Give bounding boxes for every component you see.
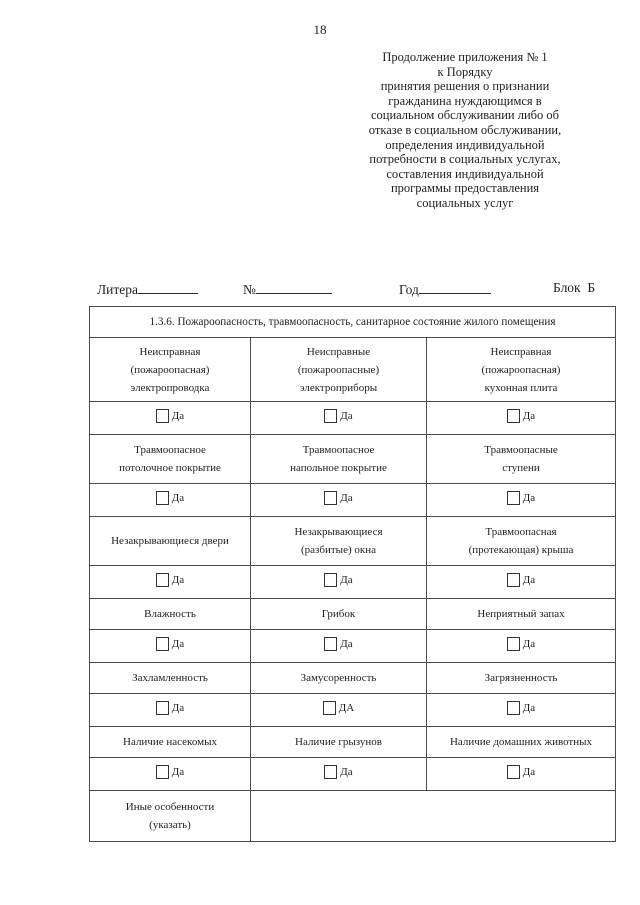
checkbox-box[interactable] xyxy=(507,701,520,715)
item-line: Травмоопасные xyxy=(484,444,558,456)
item-windows xyxy=(251,517,427,566)
checkbox-faulty-stove[interactable] xyxy=(507,407,535,425)
item-line: Захламленность xyxy=(132,672,208,684)
checkbox-label: Да xyxy=(522,702,536,714)
item-steps xyxy=(427,435,616,484)
section-title: 1.3.6. Пожароопасность, травмоопасность, санитарное состояние жилого помещения xyxy=(90,307,616,338)
item-line: Неприятный запах xyxy=(477,608,565,620)
checkbox-floor[interactable] xyxy=(324,489,352,507)
item-line: Влажность xyxy=(144,608,196,620)
item-odor xyxy=(427,599,616,630)
item-line: Травмоопасное xyxy=(134,444,206,456)
checkbox-label: Да xyxy=(522,492,536,504)
litera-blank[interactable] xyxy=(138,280,198,294)
item-ceiling xyxy=(90,435,251,484)
checkbox-windows[interactable] xyxy=(324,571,352,589)
check-cell xyxy=(251,566,427,599)
check-cell xyxy=(90,484,251,517)
item-line: потолочное покрытие xyxy=(119,462,221,474)
check-cell xyxy=(427,758,616,791)
appendix-line: определения индивидуальной xyxy=(385,137,545,152)
appendix-header xyxy=(340,50,590,211)
checkbox-label: Да xyxy=(171,638,185,650)
item-line: ступени xyxy=(502,462,540,474)
checkbox-label: Да xyxy=(171,492,185,504)
appendix-line: принятия решения о признании xyxy=(380,79,550,94)
other-features-label xyxy=(90,791,251,842)
checkbox-box[interactable] xyxy=(507,573,520,587)
item-line: (пожароопасная) xyxy=(130,363,210,376)
checkbox-box[interactable] xyxy=(507,765,520,779)
check-cell xyxy=(251,758,427,791)
checkbox-box[interactable] xyxy=(156,765,169,779)
checkbox-label: Да xyxy=(171,410,185,422)
checkbox-pets[interactable] xyxy=(507,763,535,781)
appendix-line: Продолжение приложения № 1 xyxy=(382,50,548,64)
item-line: Замусоренность xyxy=(300,672,377,684)
checkbox-litter[interactable] xyxy=(323,699,354,717)
item-rodents xyxy=(251,727,427,758)
checkbox-humidity[interactable] xyxy=(156,635,184,653)
checkbox-label: Да xyxy=(522,574,536,586)
appendix-line: социальном обслуживании либо об xyxy=(370,108,560,123)
item-faulty-stove xyxy=(427,338,616,402)
appendix-line: социальных услуг xyxy=(416,195,514,210)
item-line: Наличие грызунов xyxy=(295,736,382,748)
checkbox-label: Да xyxy=(522,766,536,778)
check-cell xyxy=(427,566,616,599)
item-faulty-wiring xyxy=(90,338,251,402)
item-line: электроприборы xyxy=(299,381,378,394)
checkbox-insects[interactable] xyxy=(156,763,184,781)
check-cell xyxy=(251,630,427,663)
checkbox-label: Да xyxy=(340,574,353,586)
appendix-line: потребности в социальных услугах, xyxy=(369,152,561,167)
item-line: Неисправные xyxy=(306,345,371,358)
page-number: 18 xyxy=(313,22,327,37)
checkbox-label: Да xyxy=(522,410,536,422)
appendix-line: составления индивидуальной xyxy=(386,166,544,181)
check-cell xyxy=(90,630,251,663)
appendix-line: программы предоставления xyxy=(390,181,540,196)
checkbox-fungus[interactable] xyxy=(324,635,352,653)
item-line: (протекающая) крыша xyxy=(468,544,574,556)
item-line: Травмоопасная xyxy=(485,526,557,538)
assessment-table xyxy=(89,306,616,842)
item-roof xyxy=(427,517,616,566)
checkbox-label: Да xyxy=(340,638,353,650)
item-doors xyxy=(90,517,251,566)
item-line: Неисправная xyxy=(139,345,201,358)
checkbox-box[interactable] xyxy=(507,409,520,423)
item-litter xyxy=(251,663,427,694)
check-cell xyxy=(427,694,616,727)
checkbox-clutter[interactable] xyxy=(156,699,184,717)
item-line: Наличие домашних животных xyxy=(449,736,593,748)
checkbox-box[interactable] xyxy=(324,765,337,779)
item-line: Наличие насекомых xyxy=(123,736,217,748)
item-line: (разбитые) окна xyxy=(301,544,376,556)
item-line: Неисправная xyxy=(490,345,552,358)
item-line: (пожароопасные) xyxy=(297,363,380,376)
checkbox-label: Да xyxy=(340,492,353,504)
item-line: электропроводка xyxy=(130,381,210,394)
checkbox-box[interactable] xyxy=(324,637,337,651)
check-cell xyxy=(90,402,251,435)
check-cell xyxy=(90,566,251,599)
checkbox-box[interactable] xyxy=(156,409,169,423)
check-cell xyxy=(427,484,616,517)
number-field[interactable] xyxy=(243,280,332,298)
checkbox-label: Да xyxy=(522,638,536,650)
number-blank[interactable] xyxy=(256,280,332,294)
check-cell xyxy=(251,484,427,517)
item-clutter xyxy=(90,663,251,694)
checkbox-box[interactable] xyxy=(507,491,520,505)
number-label: № xyxy=(243,282,256,297)
other-features-field[interactable] xyxy=(251,791,616,842)
item-floor xyxy=(251,435,427,484)
item-dirt xyxy=(427,663,616,694)
checkbox-box[interactable] xyxy=(324,409,337,423)
item-line: Грибок xyxy=(321,608,356,620)
checkbox-box[interactable] xyxy=(507,637,520,651)
checkbox-roof[interactable] xyxy=(507,571,535,589)
item-humidity xyxy=(90,599,251,630)
year-blank[interactable] xyxy=(419,280,491,294)
checkbox-box[interactable] xyxy=(156,491,169,505)
item-pets xyxy=(427,727,616,758)
item-line: (указать) xyxy=(149,819,191,831)
document-fields-row xyxy=(97,280,607,298)
check-cell xyxy=(90,758,251,791)
appendix-line: к Порядку xyxy=(437,64,493,79)
checkbox-faulty-wiring[interactable] xyxy=(156,407,184,425)
checkbox-box[interactable] xyxy=(156,701,169,715)
appendix-line: отказе в социальном обслуживании, xyxy=(368,122,562,137)
checkbox-box[interactable] xyxy=(156,573,169,587)
block-label: Блок Б xyxy=(553,280,596,295)
checkbox-odor[interactable] xyxy=(507,635,535,653)
check-cell xyxy=(251,402,427,435)
checkbox-label: Да xyxy=(171,574,185,586)
item-line: напольное покрытие xyxy=(290,462,387,474)
item-line: Иные особенности xyxy=(125,801,215,813)
year-label: Год xyxy=(399,282,419,297)
item-faulty-appliances xyxy=(251,338,427,402)
checkbox-label: Да xyxy=(340,766,353,778)
checkbox-box[interactable] xyxy=(324,491,337,505)
checkbox-box[interactable] xyxy=(324,573,337,587)
check-cell xyxy=(427,402,616,435)
item-line: Незакрывающиеся xyxy=(294,526,383,538)
litera-field[interactable] xyxy=(97,280,198,298)
checkbox-rodents[interactable] xyxy=(324,763,352,781)
item-line: Незакрывающиеся двери xyxy=(111,535,229,547)
item-line: Травмоопасное xyxy=(302,444,375,456)
checkbox-label: ДА xyxy=(338,702,355,714)
check-cell xyxy=(251,694,427,727)
checkbox-doors[interactable] xyxy=(156,571,184,589)
check-cell xyxy=(427,630,616,663)
litera-label: Литера xyxy=(97,282,139,297)
checkbox-box[interactable] xyxy=(323,701,336,715)
item-fungus xyxy=(251,599,427,630)
item-line: (пожароопасная) xyxy=(481,363,561,376)
appendix-line: гражданина нуждающимся в xyxy=(388,93,542,108)
item-line: кухонная плита xyxy=(484,381,558,394)
checkbox-dirt[interactable] xyxy=(507,699,535,717)
checkbox-steps[interactable] xyxy=(507,489,535,507)
checkbox-faulty-appliances[interactable] xyxy=(324,407,352,425)
year-field[interactable] xyxy=(399,280,491,298)
item-insects xyxy=(90,727,251,758)
checkbox-label: Да xyxy=(171,766,185,778)
checkbox-label: Да xyxy=(171,702,185,714)
check-cell xyxy=(90,694,251,727)
item-line: Загрязненность xyxy=(484,672,558,684)
checkbox-box[interactable] xyxy=(156,637,169,651)
checkbox-ceiling[interactable] xyxy=(156,489,184,507)
checkbox-label: Да xyxy=(340,410,353,422)
